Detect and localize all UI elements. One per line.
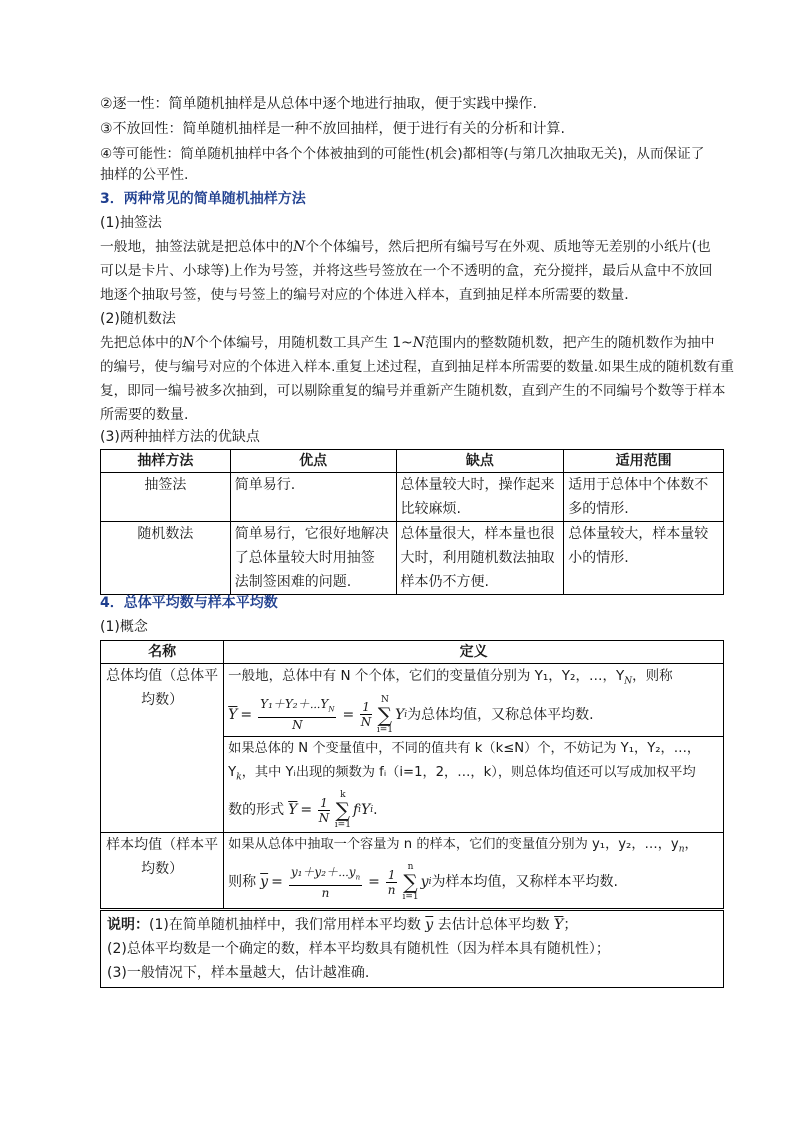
item-4-line-2: 抽样的公平性. (100, 167, 189, 183)
var-N: N (412, 335, 425, 351)
lottery-para-line-2: 可以是卡片、小球等)上作为号签，并将这些号签放在一个不透明的盒，充分搅拌，最后从盒中不放回 (100, 263, 713, 279)
scope-cell (564, 522, 724, 595)
cell-line: 样本仍不方便. (400, 574, 489, 590)
def-line: 如果从总体中抽取一个容量为 n 的样本，它们的变量值分别为 y₁，y₂，…，$y_n$， (228, 836, 698, 855)
section-4-heading: 4．总体平均数与样本平均数 (100, 595, 278, 611)
cell-line: 多的情形. (568, 501, 629, 517)
table-header-row (101, 641, 724, 664)
def-text: 如果从总体中抽取一个容量为 n 的样本，它们的变量值分别为 y₁，y₂，…，y (228, 836, 679, 852)
cell-line: 简单易行，它很好地解决 (234, 526, 389, 542)
def-text: 为总体均值，又称总体平均数. (407, 706, 594, 723)
def-text: 则称 (228, 874, 257, 891)
pros-cell (230, 522, 396, 595)
item-2: ②逐一性：简单随机抽样是从总体中逐个地进行抽取，便于实践中操作. (100, 96, 537, 112)
definition-table (100, 640, 724, 909)
def-text: 数的形式 (228, 802, 285, 819)
header-cons: 缺点 (396, 450, 564, 473)
subheading-concept: (1)概念 (100, 619, 148, 635)
random-para-line-1 (100, 333, 715, 353)
cell-line: 简单易行. (234, 477, 296, 493)
random-text: 范围内的整数随机数，把产生的随机数作为抽中 (424, 335, 715, 351)
note-line-1: 说明：(1)在简单随机抽样中，我们常用样本平均数 $\overline{y}$ 去估计总体平均数 $\overline{Y}$； (107, 917, 578, 933)
method-cell: 抽签法 (101, 473, 231, 522)
table-row (101, 664, 724, 737)
note-label: 说明： (107, 917, 149, 933)
table-header-row (101, 450, 724, 473)
def-text: 为样本均值，又称样本平均数. (431, 874, 618, 891)
formula-symbol: $\overline{y}$ (260, 874, 269, 891)
def-text: Y (228, 764, 237, 780)
def-line (228, 664, 719, 694)
header-pros: 优点 (230, 450, 396, 473)
formula-fraction: $\frac{1}{n}$ (387, 867, 396, 897)
var-N: N (293, 239, 306, 255)
weighted-mean-formula: 数的形式 $\overline{Y}$ = $\frac{1}{N}$ k ∑ i=1 f i Y i . (228, 790, 378, 831)
def-line: $Y_k$，其中 Yᵢ出现的频数为 fᵢ（i=1，2，…，k），则总体均值还可以写成加权平均 (228, 764, 696, 783)
sample-mean-name (101, 832, 224, 908)
cell-line: 比较麻烦. (400, 501, 461, 517)
subheading-lottery: (1)抽签法 (100, 215, 162, 231)
sigma-icon: N ∑ i=1 (376, 694, 393, 735)
cell-line: 样本均值（样本平 (106, 836, 219, 853)
population-mean-formula: $\overline{Y}$ = $\frac{Y_1+Y_2+\cdots Y_N}{N}$ = $\frac{1}{N}$ N ∑ i=1 Y i 为总体均值，又称总体平均数. (228, 694, 594, 735)
formula-fraction: $\frac{Y_1+Y_2+\cdots Y_N}{N}$ (260, 697, 335, 732)
subscript-N: N (624, 676, 633, 687)
header-definition: 定义 (224, 641, 724, 664)
random-text: 先把总体中的 (100, 335, 183, 351)
cell-line: 总体量较大，样本量较 (568, 526, 709, 542)
table-row (101, 522, 724, 595)
lottery-text: 个个体编号，然后把所有编号写在外观、质地等无差别的小纸片(也 (305, 239, 711, 255)
table-row (101, 832, 724, 908)
note-line-2: (2)总体平均数是一个确定的数，样本平均数具有随机性（因为样本具有随机性）； (107, 941, 610, 957)
population-mean-def-2 (224, 736, 724, 832)
cell-line: 大时，利用随机数法抽取 (400, 550, 555, 566)
def-line: 如果总体的 N 个变量值中，不同的值共有 k（k≤N）个，不妨记为 Y₁，Y₂，…， (228, 740, 701, 756)
formula-fraction: $\frac{y_1+y_2+\cdots y_n}{n}$ (290, 865, 361, 900)
cell-line: 均数） (141, 692, 184, 708)
sample-mean-def (224, 832, 724, 908)
subheading-pros-cons: (3)两种抽样方法的优缺点 (100, 429, 260, 445)
random-para-line-2: 的编号，使与编号对应的个体进入样本.重复上述过程，直到抽足样本所需要的数量.如果生成的随机数有重 (100, 359, 734, 375)
lottery-para-line-3: 地逐个抽取号签，使与号签上的编号对应的个体进入样本，直到抽足样本所需要的数量. (100, 287, 629, 303)
def-text: 一般地，总体中有 N 个个体，它们的变量值分别为 Y₁，Y₂，…，Y (228, 668, 625, 684)
random-para-line-4: 所需要的数量. (100, 407, 189, 423)
random-text: 个个体编号，用随机数工具产生 1~ (194, 335, 413, 351)
population-mean-def-1 (224, 664, 724, 737)
cell-line: 均数） (141, 860, 184, 877)
scope-cell (564, 473, 724, 522)
formula-symbol: $\overline{Y}$ (228, 706, 238, 723)
random-para-line-3: 复，即同一编号被多次抽到，可以剔除重复的编号并重新产生随机数，直到产生的不同编号个数等于样本 (100, 383, 726, 399)
note-text: 去估计总体平均数 (437, 917, 550, 933)
formula-fraction: $\frac{1}{N}$ (318, 795, 330, 825)
def-text: ，其中 Yᵢ出现的频数为 fᵢ（i=1，2，…，k），则总体均值还可以写成加权平均 (241, 764, 696, 780)
cell-line: 法制签困难的问题. (234, 574, 352, 590)
cell-line: 总体量较大时，操作起来 (400, 477, 555, 493)
sample-mean-formula: 则称 $\overline{y}$ = $\frac{y_1+y_2+\cdots y_n}{n}$ = $\frac{1}{n}$ n ∑ i=1 y i 为样本均值，又称样本平均数. (228, 862, 618, 903)
cell-line: 总体均值（总体平 (106, 668, 219, 684)
subheading-random-number: (2)随机数法 (100, 311, 176, 327)
header-scope: 适用范围 (564, 450, 724, 473)
lottery-text: 一般地，抽签法就是把总体中的 (100, 239, 294, 255)
comparison-table (100, 449, 724, 595)
note-box (100, 910, 724, 988)
sigma-icon: k ∑ i=1 (334, 790, 351, 831)
note-text: (1)在简单随机抽样中，我们常用样本平均数 (149, 917, 421, 933)
def-text: ，则称 (632, 668, 673, 684)
note-content (101, 911, 724, 988)
population-mean-name (101, 664, 224, 833)
cell-line: 了总体量较大时用抽签 (234, 550, 375, 566)
table-row (101, 473, 724, 522)
var-N: N (182, 335, 195, 351)
sigma-icon: n ∑ i=1 (402, 862, 419, 903)
item-3: ③不放回性：简单随机抽样是一种不放回抽样，便于进行有关的分析和计算. (100, 121, 565, 137)
formula-symbol: $\overline{Y}$ (288, 802, 298, 819)
section-3-heading: 3．两种常见的简单随机抽样方法 (100, 191, 306, 207)
header-method: 抽样方法 (101, 450, 231, 473)
cell-line: 适用于总体中个体数不 (568, 477, 709, 493)
header-name: 名称 (101, 641, 224, 664)
cell-line: 小的情形. (568, 550, 629, 566)
item-4-line-1: ④等可能性：简单随机抽样中各个个体被抽到的可能性(机会)都相等(与第几次抽取无关)，从而保证了 (100, 146, 705, 162)
lottery-para-line-1 (100, 237, 711, 257)
note-line-3: (3)一般情况下，样本量越大，估计越准确. (107, 965, 370, 981)
formula-fraction: $\frac{1}{N}$ (360, 700, 372, 730)
pros-cell (230, 473, 396, 522)
cell-line: 总体量很大，样本量也很 (400, 526, 555, 542)
cons-cell (396, 522, 564, 595)
note-text: ； (563, 917, 578, 933)
cons-cell (396, 473, 564, 522)
method-cell: 随机数法 (101, 522, 231, 595)
